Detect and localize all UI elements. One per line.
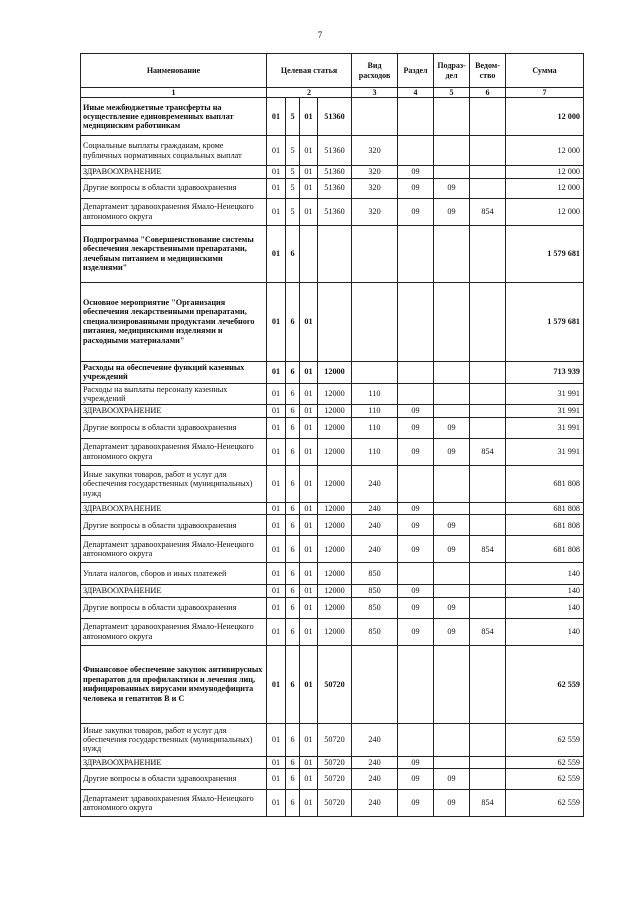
cell-sub [434, 502, 470, 514]
cell-sum: 12 000 [506, 136, 584, 166]
cell-d: 50720 [318, 723, 352, 756]
header-sum: Сумма [506, 54, 584, 88]
cell-sec [398, 136, 434, 166]
cell-dept [470, 405, 506, 417]
cell-b: 6 [286, 515, 300, 536]
cell-dept [470, 502, 506, 514]
cell-name: Другие вопросы в области здравоохранения [81, 515, 267, 536]
cell-kind: 320 [352, 198, 398, 225]
cell-sec: 09 [398, 769, 434, 790]
cell-a: 01 [267, 361, 286, 383]
cell-kind: 240 [352, 502, 398, 514]
cell-b: 5 [286, 178, 300, 198]
cell-d: 51360 [318, 178, 352, 198]
cell-c: 01 [300, 790, 318, 817]
table-row [81, 383, 584, 405]
cell-b: 6 [286, 417, 300, 438]
cell-sub [434, 585, 470, 597]
cell-sub: 09 [434, 198, 470, 225]
cell-sum: 681 808 [506, 465, 584, 502]
cell-a: 01 [267, 756, 286, 768]
cell-kind: 240 [352, 723, 398, 756]
cell-dept [470, 417, 506, 438]
table-row [81, 769, 584, 790]
cell-name: Другие вопросы в области здравоохранения [81, 178, 267, 198]
cell-sec [398, 361, 434, 383]
cell-a: 01 [267, 597, 286, 618]
cell-a: 01 [267, 405, 286, 417]
cell-a: 01 [267, 723, 286, 756]
cell-sum: 62 559 [506, 723, 584, 756]
cell-sum: 1 579 681 [506, 225, 584, 282]
cell-b: 6 [286, 502, 300, 514]
cell-dept [470, 225, 506, 282]
cell-sub [434, 166, 470, 178]
cell-kind: 240 [352, 465, 398, 502]
cell-name: ЗДРАВООХРАНЕНИЕ [81, 166, 267, 178]
cell-kind: 320 [352, 166, 398, 178]
cell-sub [434, 563, 470, 585]
cell-b: 6 [286, 597, 300, 618]
cell-dept: 854 [470, 438, 506, 465]
cell-dept [470, 756, 506, 768]
cell-sum: 31 991 [506, 405, 584, 417]
cell-sub [434, 361, 470, 383]
cell-sec [398, 645, 434, 723]
cell-sec [398, 282, 434, 361]
cell-sub: 09 [434, 417, 470, 438]
cell-sum: 681 808 [506, 502, 584, 514]
cell-sub: 09 [434, 438, 470, 465]
cell-kind: 240 [352, 536, 398, 563]
cell-sum: 62 559 [506, 769, 584, 790]
page-number: 7 [317, 30, 323, 40]
cell-a: 01 [267, 618, 286, 645]
cell-name: Расходы на обеспечение функций казенных учреждений [81, 361, 267, 383]
header-dept: Ведом-ство [470, 54, 506, 88]
cell-name: Другие вопросы в области здравоохранения [81, 769, 267, 790]
cell-kind: 240 [352, 769, 398, 790]
cell-d: 12000 [318, 502, 352, 514]
cell-sec [398, 563, 434, 585]
cell-dept [470, 597, 506, 618]
cell-sub: 09 [434, 178, 470, 198]
cell-name: Иные закупки товаров, работ и услуг для обеспечения государственных (муниципальных) нужд [81, 723, 267, 756]
cell-sub [434, 383, 470, 405]
table-row [81, 198, 584, 225]
cell-b: 6 [286, 465, 300, 502]
cell-sec: 09 [398, 618, 434, 645]
cell-dept [470, 136, 506, 166]
cell-name: Департамент здравоохранения Ямало-Ненецкого автономного округа [81, 198, 267, 225]
cell-b: 6 [286, 618, 300, 645]
table-row [81, 790, 584, 817]
cell-sum: 31 991 [506, 383, 584, 405]
cell-c: 01 [300, 417, 318, 438]
cell-sub: 09 [434, 618, 470, 645]
table-row [81, 756, 584, 768]
cell-sec: 09 [398, 438, 434, 465]
cell-sec [398, 98, 434, 136]
cell-c: 01 [300, 361, 318, 383]
cell-d [318, 282, 352, 361]
cell-name: Подпрограмма "Совершенствование системы обеспечения лекарственными препаратами, лечебным питанием и медицинскими изделиями" [81, 225, 267, 282]
table-row [81, 563, 584, 585]
cell-d: 50720 [318, 645, 352, 723]
cell-c: 01 [300, 198, 318, 225]
cell-dept [470, 178, 506, 198]
table-row [81, 438, 584, 465]
cell-kind: 240 [352, 756, 398, 768]
cell-c: 01 [300, 536, 318, 563]
cell-b: 6 [286, 790, 300, 817]
cell-kind: 850 [352, 563, 398, 585]
cell-d: 12000 [318, 515, 352, 536]
cell-d: 12000 [318, 563, 352, 585]
cell-sec [398, 465, 434, 502]
cell-a: 01 [267, 383, 286, 405]
cell-dept: 854 [470, 536, 506, 563]
col-number: 1 [81, 88, 267, 98]
cell-b: 6 [286, 563, 300, 585]
cell-kind [352, 225, 398, 282]
cell-d: 50720 [318, 756, 352, 768]
cell-kind: 850 [352, 597, 398, 618]
cell-name: ЗДРАВООХРАНЕНИЕ [81, 756, 267, 768]
cell-c: 01 [300, 618, 318, 645]
table-row [81, 585, 584, 597]
cell-kind: 110 [352, 438, 398, 465]
cell-name: Другие вопросы в области здравоохранения [81, 417, 267, 438]
table-row [81, 465, 584, 502]
cell-d: 12000 [318, 438, 352, 465]
cell-sec: 09 [398, 178, 434, 198]
header-name: Наименование [81, 54, 267, 88]
cell-a: 01 [267, 438, 286, 465]
cell-dept: 854 [470, 198, 506, 225]
col-number: 6 [470, 88, 506, 98]
cell-b: 6 [286, 438, 300, 465]
cell-dept [470, 769, 506, 790]
cell-kind: 850 [352, 585, 398, 597]
cell-c: 01 [300, 166, 318, 178]
cell-sub [434, 282, 470, 361]
cell-c: 01 [300, 98, 318, 136]
col-number: 3 [352, 88, 398, 98]
cell-dept [470, 723, 506, 756]
cell-name: Департамент здравоохранения Ямало-Ненецкого автономного округа [81, 790, 267, 817]
cell-name: Департамент здравоохранения Ямало-Ненецкого автономного округа [81, 536, 267, 563]
cell-name: Другие вопросы в области здравоохранения [81, 597, 267, 618]
cell-dept [470, 282, 506, 361]
cell-kind [352, 361, 398, 383]
cell-d: 51360 [318, 198, 352, 225]
cell-kind: 110 [352, 405, 398, 417]
cell-sum: 12 000 [506, 166, 584, 178]
cell-c: 01 [300, 136, 318, 166]
header-target: Целевая статья [267, 54, 352, 88]
cell-d: 51360 [318, 136, 352, 166]
cell-sub [434, 465, 470, 502]
cell-c: 01 [300, 769, 318, 790]
table-row [81, 515, 584, 536]
table-row [81, 502, 584, 514]
cell-b: 5 [286, 136, 300, 166]
cell-dept: 854 [470, 618, 506, 645]
cell-sec: 09 [398, 198, 434, 225]
cell-sum: 140 [506, 563, 584, 585]
cell-b: 6 [286, 536, 300, 563]
col-number: 5 [434, 88, 470, 98]
cell-c: 01 [300, 405, 318, 417]
cell-b: 6 [286, 405, 300, 417]
col-number: 2 [267, 88, 352, 98]
cell-sub [434, 645, 470, 723]
cell-dept [470, 383, 506, 405]
cell-name: Основное мероприятие "Организация обеспечения лекарственными препаратами, специализированными продуктами лечебного питания, медицинскими изделиями и расходными материалами" [81, 282, 267, 361]
cell-a: 01 [267, 515, 286, 536]
cell-kind: 240 [352, 790, 398, 817]
cell-b: 6 [286, 361, 300, 383]
cell-sec: 09 [398, 502, 434, 514]
cell-name: Департамент здравоохранения Ямало-Ненецкого автономного округа [81, 618, 267, 645]
cell-c: 01 [300, 723, 318, 756]
cell-b: 6 [286, 756, 300, 768]
cell-name: Иные межбюджетные трансферты на осуществление единовременных выплат медицинским работникам [81, 98, 267, 136]
table-row [81, 282, 584, 361]
table-row [81, 618, 584, 645]
cell-sec: 09 [398, 405, 434, 417]
cell-b: 6 [286, 645, 300, 723]
cell-d: 50720 [318, 769, 352, 790]
cell-c: 01 [300, 465, 318, 502]
cell-dept [470, 515, 506, 536]
cell-sum: 140 [506, 585, 584, 597]
cell-a: 01 [267, 645, 286, 723]
header-kind: Вид расходов [352, 54, 398, 88]
cell-sec [398, 225, 434, 282]
cell-sum: 31 991 [506, 417, 584, 438]
cell-b: 6 [286, 383, 300, 405]
cell-a: 01 [267, 178, 286, 198]
cell-c: 01 [300, 282, 318, 361]
cell-sec: 09 [398, 597, 434, 618]
cell-a: 01 [267, 98, 286, 136]
cell-b: 6 [286, 769, 300, 790]
cell-sum: 62 559 [506, 645, 584, 723]
cell-sum: 12 000 [506, 178, 584, 198]
cell-c: 01 [300, 502, 318, 514]
cell-sec: 09 [398, 515, 434, 536]
cell-dept [470, 645, 506, 723]
cell-name: Социальные выплаты гражданам, кроме публичных нормативных социальных выплат [81, 136, 267, 166]
cell-sum: 140 [506, 618, 584, 645]
cell-sec: 09 [398, 790, 434, 817]
cell-sum: 713 939 [506, 361, 584, 383]
cell-sub [434, 136, 470, 166]
cell-kind: 850 [352, 618, 398, 645]
cell-sub [434, 98, 470, 136]
cell-b: 5 [286, 198, 300, 225]
cell-sec: 09 [398, 585, 434, 597]
cell-sec: 09 [398, 536, 434, 563]
cell-d: 12000 [318, 383, 352, 405]
column-number-row [81, 88, 584, 98]
cell-sum: 12 000 [506, 198, 584, 225]
cell-b: 6 [286, 585, 300, 597]
cell-d [318, 225, 352, 282]
header-section: Раздел [398, 54, 434, 88]
header-subsection: Подраз-дел [434, 54, 470, 88]
cell-dept [470, 361, 506, 383]
cell-d: 12000 [318, 618, 352, 645]
cell-sub: 09 [434, 769, 470, 790]
cell-c: 01 [300, 178, 318, 198]
table-row [81, 136, 584, 166]
cell-sum: 12 000 [506, 98, 584, 136]
cell-name: Финансовое обеспечение закупок антивирусных препаратов для профилактики и лечения лиц, инфицированных вирусами иммунодефицита человека и гепатитов B и C [81, 645, 267, 723]
cell-kind [352, 282, 398, 361]
cell-sec [398, 383, 434, 405]
cell-sum: 681 808 [506, 515, 584, 536]
cell-c: 01 [300, 563, 318, 585]
cell-name: Расходы на выплаты персоналу казенных учреждений [81, 383, 267, 405]
cell-a: 01 [267, 585, 286, 597]
cell-sum: 681 808 [506, 536, 584, 563]
cell-kind: 110 [352, 417, 398, 438]
cell-dept [470, 166, 506, 178]
table-row [81, 723, 584, 756]
cell-b: 6 [286, 282, 300, 361]
cell-dept [470, 465, 506, 502]
cell-name: ЗДРАВООХРАНЕНИЕ [81, 502, 267, 514]
table-row [81, 645, 584, 723]
cell-a: 01 [267, 225, 286, 282]
cell-name: Иные закупки товаров, работ и услуг для обеспечения государственных (муниципальных) нужд [81, 465, 267, 502]
cell-sub [434, 405, 470, 417]
cell-c [300, 225, 318, 282]
table-row [81, 98, 584, 136]
table-body [81, 98, 584, 817]
cell-d: 12000 [318, 465, 352, 502]
cell-d: 12000 [318, 361, 352, 383]
cell-c: 01 [300, 756, 318, 768]
cell-sub [434, 225, 470, 282]
cell-a: 01 [267, 198, 286, 225]
cell-a: 01 [267, 166, 286, 178]
cell-sub: 09 [434, 515, 470, 536]
cell-d: 50720 [318, 790, 352, 817]
cell-d: 51360 [318, 166, 352, 178]
table-row [81, 597, 584, 618]
table-row [81, 178, 584, 198]
cell-b: 6 [286, 723, 300, 756]
table-row [81, 417, 584, 438]
cell-a: 01 [267, 563, 286, 585]
cell-sec: 09 [398, 166, 434, 178]
table-row [81, 405, 584, 417]
cell-kind: 320 [352, 136, 398, 166]
cell-sum: 140 [506, 597, 584, 618]
table-row [81, 225, 584, 282]
cell-b: 6 [286, 225, 300, 282]
cell-sec: 09 [398, 417, 434, 438]
cell-name: Уплата налогов, сборов и иных платежей [81, 563, 267, 585]
table-row [81, 536, 584, 563]
col-number: 4 [398, 88, 434, 98]
cell-sum: 31 991 [506, 438, 584, 465]
col-number: 7 [506, 88, 584, 98]
cell-kind [352, 98, 398, 136]
cell-c: 01 [300, 597, 318, 618]
cell-b: 5 [286, 166, 300, 178]
cell-d: 12000 [318, 585, 352, 597]
cell-a: 01 [267, 502, 286, 514]
cell-sub [434, 723, 470, 756]
cell-sum: 62 559 [506, 756, 584, 768]
cell-a: 01 [267, 769, 286, 790]
cell-b: 5 [286, 98, 300, 136]
cell-sec [398, 723, 434, 756]
cell-dept [470, 585, 506, 597]
table-row [81, 166, 584, 178]
cell-sec: 09 [398, 756, 434, 768]
cell-a: 01 [267, 417, 286, 438]
cell-sub [434, 756, 470, 768]
cell-c: 01 [300, 515, 318, 536]
cell-c: 01 [300, 645, 318, 723]
cell-a: 01 [267, 136, 286, 166]
cell-kind: 110 [352, 383, 398, 405]
cell-c: 01 [300, 438, 318, 465]
cell-dept [470, 98, 506, 136]
cell-sum: 1 579 681 [506, 282, 584, 361]
table-row [81, 361, 584, 383]
cell-name: ЗДРАВООХРАНЕНИЕ [81, 585, 267, 597]
cell-kind [352, 645, 398, 723]
budget-table [80, 53, 584, 817]
cell-kind: 320 [352, 178, 398, 198]
cell-sub: 09 [434, 536, 470, 563]
cell-a: 01 [267, 536, 286, 563]
cell-dept: 854 [470, 790, 506, 817]
cell-sub: 09 [434, 597, 470, 618]
cell-d: 51360 [318, 98, 352, 136]
cell-name: Департамент здравоохранения Ямало-Ненецкого автономного округа [81, 438, 267, 465]
cell-c: 01 [300, 585, 318, 597]
cell-a: 01 [267, 282, 286, 361]
cell-d: 12000 [318, 536, 352, 563]
header-row [81, 54, 584, 88]
cell-dept [470, 563, 506, 585]
cell-d: 12000 [318, 405, 352, 417]
cell-d: 12000 [318, 417, 352, 438]
cell-d: 12000 [318, 597, 352, 618]
cell-name: ЗДРАВООХРАНЕНИЕ [81, 405, 267, 417]
cell-kind: 240 [352, 515, 398, 536]
cell-a: 01 [267, 790, 286, 817]
cell-sum: 62 559 [506, 790, 584, 817]
cell-c: 01 [300, 383, 318, 405]
cell-a: 01 [267, 465, 286, 502]
cell-sub: 09 [434, 790, 470, 817]
